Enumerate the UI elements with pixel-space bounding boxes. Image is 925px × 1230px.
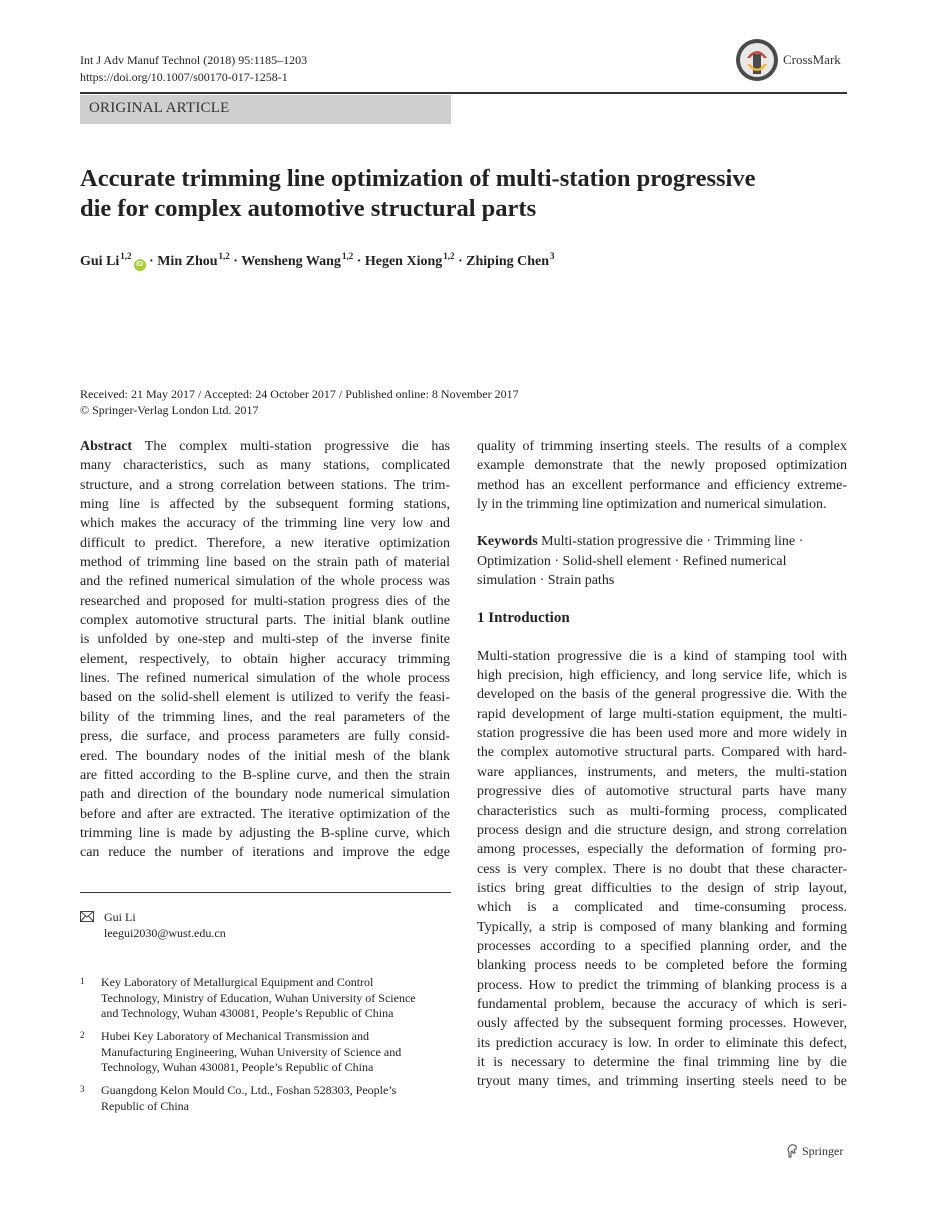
author-affiliation: 1,2 (218, 251, 230, 261)
abstract-line: researched and proposed for multi-station progress dies of the (80, 593, 450, 609)
affiliation (101, 1083, 446, 1114)
affiliation (101, 975, 446, 1022)
intro-line: progressive dies of automotive structural parts have many (477, 784, 847, 800)
journal-citation: Int J Adv Manuf Technol (2018) 95:1185–1203 (80, 53, 308, 67)
crossmark-icon (735, 38, 779, 82)
intro-line: process design and die structure design, and strong correlation (477, 822, 847, 838)
intro-line: istics bring great difficulties to the design of strip layout, (477, 880, 847, 896)
abstract-line: quality of trimming inserting steels. The results of a complex (477, 439, 847, 454)
intro-line: Typically, a strip is composed of many blanking and forming (477, 919, 847, 935)
author-separator: · (356, 254, 362, 269)
author-affiliation: 1,2 (120, 251, 132, 261)
envelope-icon (80, 911, 94, 922)
abstract-text: The complex multi-station progressive die has (144, 439, 451, 454)
abstract-line: press, die surface, and process parameters are fully consid- (80, 729, 450, 745)
abstract-section (80, 437, 450, 863)
affiliation-number: 2 (80, 1030, 85, 1040)
author-affiliation: 3 (550, 251, 555, 261)
publication-dates (80, 386, 519, 418)
title-line-2: die for complex automotive structural parts (80, 195, 537, 222)
correspondence-name: Gui Li (104, 910, 136, 924)
abstract-line: which makes the accuracy of the trimming line very low and (80, 516, 450, 532)
publisher-name: Springer (802, 1144, 844, 1158)
title-line-1: Accurate trimming line optimization of multi-station progressive (80, 165, 756, 192)
abstract-line: trimming line is made by adjusting the B-spline curve, which (80, 825, 450, 841)
affiliation-line: and Technology, Wuhan 430081, People’s Republic of China (101, 1006, 394, 1020)
intro-line: ware appliances, instruments, and meters, the multi-station (477, 764, 847, 780)
affiliation-line: Republic of China (101, 1098, 189, 1113)
intro-line: high precision, high efficiency, and long service life, which is (477, 668, 847, 684)
abstract-line: method of trimming line based on the strain path of material (80, 555, 450, 571)
affiliation-line: Guangdong Kelon Mould Co., Ltd., Foshan 528303, People’s (101, 1083, 397, 1097)
author-affiliation: 1,2 (341, 251, 354, 261)
right-column (477, 437, 847, 1092)
author-name[interactable]: Hegen Xiong (364, 254, 443, 269)
copyright-line: © Springer-Verlag London Ltd. 2017 (80, 403, 259, 417)
abstract-line: complex automotive structural parts. The initial blank outline (80, 613, 450, 629)
affiliation-line: Key Laboratory of Metallurgical Equipment and Control (101, 975, 374, 989)
affiliation (101, 1029, 446, 1076)
abstract-line: many characteristics, such as many stations, complicated (80, 458, 450, 474)
publisher-footer (786, 1144, 843, 1159)
abstract-label: Abstract (80, 439, 133, 454)
affiliation-line: Technology, Ministry of Education, Wuhan University of Science (101, 990, 416, 1005)
abstract-line: are fitted according to the B-spline curve, and then the strain (80, 767, 450, 783)
keywords (477, 532, 847, 590)
header-rule (80, 92, 847, 94)
abstract-line: ered. The boundary nodes of the initial mesh of the blank (80, 748, 450, 764)
abstract-line: method has an excellent performance and efficiency extreme- (477, 477, 847, 493)
author-list (80, 246, 850, 272)
intro-line: Multi-station progressive die is a kind of stamping tool with (477, 648, 847, 664)
keyword-text: Multi-station progressive die · Trimming line · (541, 534, 804, 550)
abstract-line: can reduce the number of iterations and improve the edge (80, 845, 450, 861)
keyword-line: Optimization · Solid-shell element · Refined numerical (477, 553, 787, 569)
author-separator: · (458, 254, 463, 269)
abstract-line (80, 437, 450, 456)
author-name[interactable]: Gui Li (80, 254, 120, 269)
crossmark-badge[interactable] (735, 38, 850, 82)
abstract-line: example demonstrate that the newly proposed optimization (477, 458, 847, 474)
orcid-icon[interactable]: iD (134, 259, 146, 271)
abstract-line: lines. The refined numerical simulation of the whole process (80, 671, 450, 687)
section-heading: 1 Introduction (477, 610, 570, 627)
journal-info (80, 52, 307, 86)
abstract-line: based on the solid-shell element is utilized to verify the feasi- (80, 690, 450, 706)
author-separator: · (233, 254, 238, 269)
abstract-line: element, respectively, to obtain higher accuracy trimming (80, 651, 450, 667)
intro-line: among processes, especially the deformation of forming pro- (477, 842, 847, 858)
correspondence (104, 910, 226, 941)
intro-line: the complex automotive structural parts. Compared with hard- (477, 745, 847, 761)
abstract-line: path and direction of the boundary node numerical simulation (80, 787, 450, 803)
abstract-line: and the refined numerical simulation of the whole process was (80, 574, 450, 590)
abstract-line: difficult to predict. Therefore, a new iterative optimization (80, 535, 450, 551)
keyword-line: simulation · Strain paths (477, 573, 615, 589)
article-type-label: ORIGINAL ARTICLE (89, 100, 230, 116)
intro-line: fundamental problem, because the accuracy of which is seri- (477, 996, 847, 1012)
intro-line: it is necessary to determine the final trimming line by die (477, 1054, 847, 1070)
keyword-line (477, 532, 847, 551)
intro-line: process. How to predict the trimming of blanking process is a (477, 977, 847, 993)
footnote-rule (80, 892, 451, 893)
intro-line: developed on the basis of the general progressive die. With the (477, 687, 847, 703)
abstract-line: before and after are extracted. The iterative optimization of the (80, 806, 450, 822)
abstract-line: ly in the trimming line optimization and numerical simulation. (477, 497, 827, 513)
paper-title (80, 164, 850, 224)
abstract-line: bility of the trimming lines, and the real parameters of the (80, 709, 450, 725)
author-affiliation: 1,2 (443, 251, 455, 261)
intro-line: its prediction accuracy is low. In order to eliminate this defect, (477, 1035, 847, 1051)
intro-line: tryout many times, and trimming inserting steels need to be (477, 1074, 847, 1090)
springer-horse-icon (786, 1144, 798, 1158)
abstract-line: structure, and a strong correlation between stations. The trim- (80, 477, 450, 493)
intro-line: rapid development of large multi-station equipment, the multi- (477, 706, 847, 722)
affiliation-line: Hubei Key Laboratory of Mechanical Transmission and (101, 1029, 369, 1043)
introduction-text (477, 647, 847, 1092)
history-dates: Received: 21 May 2017 / Accepted: 24 October 2017 / Published online: 8 November 2017 (80, 387, 519, 401)
intro-line: blanking process needs to be completed before the forming (477, 958, 847, 974)
affiliation-line: Technology, Wuhan 430081, People’s Republic of China (101, 1060, 374, 1074)
author-separator: · (149, 254, 154, 269)
abstract-line: ming line is affected by the subsequent forming stations, (80, 497, 450, 513)
intro-line: ously affected by the subsequent forming processes. However, (477, 1016, 847, 1032)
author-name[interactable]: Wensheng Wang (241, 254, 341, 269)
author-name[interactable]: Zhiping Chen (466, 254, 550, 269)
affiliation-number: 1 (80, 976, 85, 986)
intro-line: station progressive die has been used more and more widely in (477, 726, 847, 742)
abstract-line: is unfolded by one-step and multi-step of the inverse finite (80, 632, 450, 648)
doi-link[interactable]: https://doi.org/10.1007/s00170-017-1258-1 (80, 70, 288, 84)
affiliation-number: 3 (80, 1084, 85, 1094)
intro-line: processes according to a specified planning order, and the (477, 938, 847, 954)
intro-line: characteristics such as multi-forming process, complicated (477, 803, 847, 819)
correspondence-email[interactable]: leegui2030@wust.edu.cn (104, 925, 226, 940)
intro-line: cess is very complex. There is no doubt that these character- (477, 861, 847, 877)
affiliation-line: Manufacturing Engineering, Wuhan University of Science and (101, 1044, 402, 1059)
author-name[interactable]: Min Zhou (157, 254, 218, 269)
intro-line: which is a complicated and time-consuming process. (477, 900, 847, 916)
crossmark-label: CrossMark (783, 52, 841, 67)
keywords-label: Keywords (477, 534, 538, 550)
